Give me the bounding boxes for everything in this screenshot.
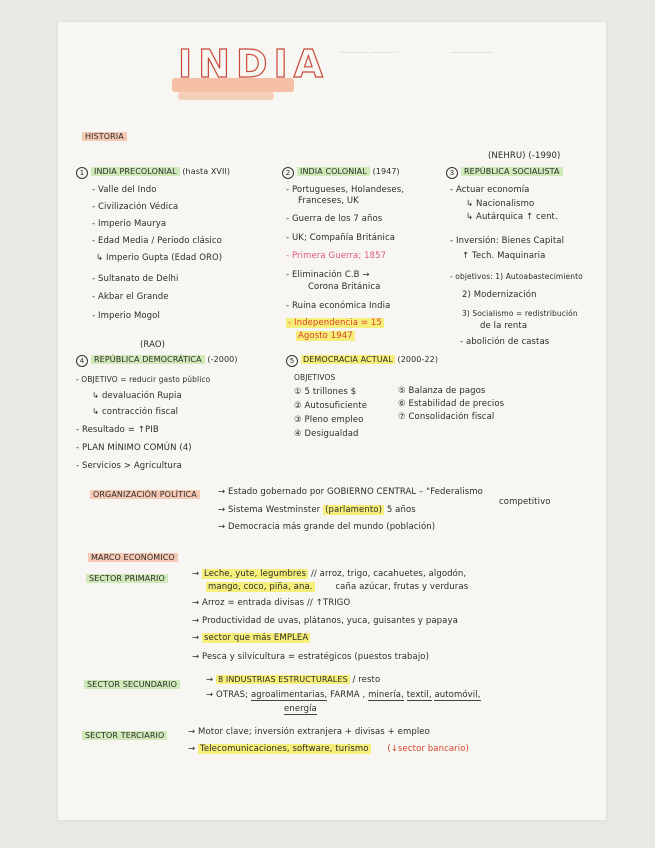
terciario-line: → Motor clave; inversión extranjera + divisas + empleo: [188, 727, 430, 737]
section-heading-historia: HISTORIA: [82, 131, 127, 142]
list-item: ↳ devaluación Rupia: [92, 391, 182, 401]
list-item: ④ Desigualdad: [294, 429, 359, 439]
list-item: ③ Pleno empleo: [294, 415, 364, 425]
org-line: → Democracia más grande del mundo (población): [218, 522, 436, 532]
list-item: - OBJETIVO = reducir gasto público: [76, 375, 211, 384]
objetivos-label: OBJETIVOS: [294, 373, 336, 382]
sector-terciario-label: SECTOR TERCIARIO: [82, 730, 167, 741]
terciario-line: → Telecomunicaciones, software, turismo (↓sector bancario): [188, 744, 469, 754]
list-item: ② Autosuficiente: [294, 401, 368, 411]
list-item: Corona Británica: [308, 282, 381, 292]
list-item: - PLAN MÍNIMO COMÚN (4): [76, 443, 192, 453]
list-item: ↑ Tech. Maquinaria: [462, 251, 546, 261]
list-item: - Servicios > Agricultura: [76, 461, 182, 471]
page-title: INDIA: [178, 42, 330, 86]
bleed-through: ─────────: [450, 48, 494, 57]
list-item: ⑤ Balanza de pagos: [398, 386, 486, 396]
list-item: - Civilización Védica: [92, 202, 179, 212]
list-item: - objetivos: 1) Autoabastecimiento: [450, 272, 583, 281]
primario-line: → Leche, yute, legumbres // arroz, trigo, cacahuetes, algodón,: [192, 569, 467, 579]
primario-line: → Arroz = entrada divisas // ↑TRIGO: [192, 598, 351, 608]
list-item: - Imperio Mogol: [92, 311, 160, 321]
list-item: - Ruina económica India: [286, 301, 391, 311]
section-heading-marco: MARCO ECONÓMICO: [88, 552, 178, 563]
col3-heading: 3 REPÚBLICA SOCIALISTA: [446, 166, 563, 179]
primario-line: → sector que más EMPLEA: [192, 633, 309, 643]
list-item: ⑥ Estabilidad de precios: [398, 399, 505, 409]
list-item: ↳ Imperio Gupta (Edad ORO): [96, 253, 223, 263]
col4-heading: 4 REPÚBLICA DEMOCRÁTICA (-2000): [76, 354, 238, 367]
list-item: - UK; Compañía Británica: [286, 233, 396, 243]
sector-primario-label: SECTOR PRIMARIO: [86, 573, 168, 584]
list-item: ① 5 trillones $: [294, 387, 357, 397]
sector-secundario-label: SECTOR SECUNDARIO: [84, 679, 180, 690]
list-item: - Sultanato de Delhi: [92, 274, 179, 284]
primario-line: → Pesca y silvicultura = estratégicos (puestos trabajo): [192, 652, 429, 662]
org-line: → Estado gobernado por GOBIERNO CENTRAL – "Federalismo: [218, 487, 483, 497]
secundario-line: energía: [284, 704, 317, 714]
bleed-through: ────── ───── ·: [340, 48, 401, 57]
list-item: - Valle del Indo: [92, 185, 157, 195]
list-item: ↳ Nacionalismo: [466, 199, 535, 209]
primario-line: mango, coco, piña, ana. caña azúcar, frutas y verduras: [208, 582, 469, 592]
list-item: - Akbar el Grande: [92, 292, 169, 302]
list-item: - Actuar economía: [450, 185, 530, 195]
list-item: de la renta: [480, 321, 528, 331]
list-item: ⑦ Consolidación fiscal: [398, 412, 495, 422]
list-item: - Portugueses, Holandeses,: [286, 185, 405, 195]
title-highlight: [178, 92, 274, 100]
list-item: ↳ Autárquica ↑ cent.: [466, 212, 558, 222]
list-item: 3) Socialismo = redistribución: [462, 309, 578, 318]
list-item: - Resultado = ↑PIB: [76, 425, 159, 435]
section-heading-organizacion: ORGANIZACIÓN POLÍTICA: [90, 489, 200, 500]
list-item: - abolición de castas: [460, 337, 550, 347]
list-item: Franceses, UK: [298, 196, 359, 206]
col2-heading: 2 INDIA COLONIAL (1947): [282, 166, 400, 179]
primario-line: → Productividad de uvas, plátanos, yuca, guisantes y papaya: [192, 616, 458, 626]
org-side-note: competitivo: [499, 497, 551, 507]
list-item: 2) Modernización: [462, 290, 537, 300]
list-item: - Imperio Maurya: [92, 219, 167, 229]
list-item: - Guerra de los 7 años: [286, 214, 383, 224]
nehru-note: (NEHRU) (-1990): [488, 151, 561, 161]
list-item: Agosto 1947: [298, 331, 353, 341]
secundario-line: → OTRAS; agroalimentarias, FARMA , minería, textil, automóvil,: [206, 690, 481, 700]
rao-note: (RAO): [140, 340, 166, 350]
list-item: - Edad Media / Periodo clásico: [92, 236, 222, 246]
col5-heading: 5 DEMOCRACIA ACTUAL (2000-22): [286, 354, 438, 367]
list-item: - Independencia = 15: [288, 318, 382, 328]
secundario-line: → 8 INDUSTRIAS ESTRUCTURALES / resto: [206, 675, 381, 685]
list-item: - Primera Guerra; 1857: [286, 251, 387, 261]
org-line: → Sistema Westminster (parlamento) 5 años: [218, 505, 416, 515]
list-item: - Inversión: Bienes Capital: [450, 236, 565, 246]
list-item: - Eliminación C.B →: [286, 270, 370, 280]
col1-heading: 1 INDIA PRECOLONIAL (hasta XVII): [76, 166, 230, 179]
list-item: ↳ contracción fiscal: [92, 407, 179, 417]
